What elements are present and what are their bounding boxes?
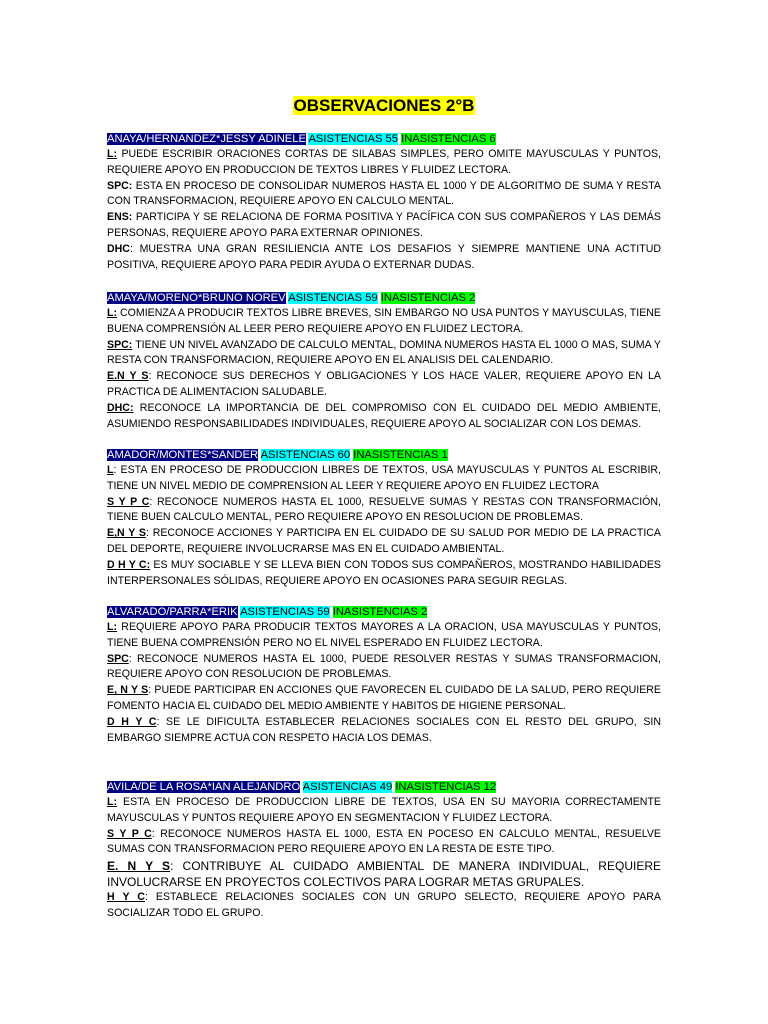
- observation-language: [107, 147, 661, 179]
- obs-label: E, N Y S: [107, 684, 149, 697]
- student-header: [107, 447, 661, 463]
- obs-text: : CONTRIBUYE AL CUIDADO AMBIENTAL DE MANERA INDIVIDUAL, REQUIERE INVOLUCRARSE EN PROYECTOS COLECTIVOS PARA LOGRAR METAS GRUPALES.: [107, 859, 661, 890]
- student-header: [107, 779, 661, 795]
- observation-community: [107, 242, 661, 274]
- observation-language: [107, 306, 661, 338]
- student-block: [107, 131, 661, 273]
- observation-math: [107, 179, 661, 211]
- observation-community: [107, 890, 661, 922]
- observation-ethics: [107, 526, 661, 558]
- obs-text: : RECONOCE NUMEROS HASTA EL 1000, RESUELVE SUMAS Y RESTAS CON TRANSFORMACIÓN, TIENE BUEN CALCULO MENTAL, PERO REQUIERE APOYO EN RESOLUCION DE PROBLEMAS.: [107, 495, 662, 524]
- obs-label: L:: [107, 621, 117, 633]
- attendance-count: ASISTENCIAS 55: [308, 133, 398, 145]
- page-title-text: OBSERVACIONES 2°B: [293, 96, 475, 115]
- obs-text: ESTA EN PROCESO DE PRODUCCION LIBRE DE TEXTOS, USA EN SU MAYORIA CORRECTAMENTE MAYUSCULAS Y PUNTOS REQUIERE APOYO EN SEGMENTACION Y FLUIDEZ LECTORA.: [107, 796, 661, 824]
- student-name: AMAYA/MORENO*BRUNO NOREV: [107, 292, 286, 304]
- obs-text: : RECONOCE NUMEROS HASTA EL 1000, ESTA EN POCESO EN CALCULO MENTAL, RESUELVE SUMAS CON TRANSFORMACION PERO REQUIERE APOYO EN LA RESTA DE ESTE TIPO.: [107, 827, 661, 856]
- obs-label: L:: [107, 796, 117, 808]
- obs-label: SPC:: [107, 338, 133, 351]
- obs-label: E.N Y S: [107, 370, 149, 383]
- absence-count: INASISTENCIAS 12: [395, 781, 497, 793]
- observation-language: [107, 463, 661, 495]
- obs-text: ESTA EN PROCESO DE CONSOLIDAR NUMEROS HASTA EL 1000 Y DE ALGORITMO DE SUMA Y RESTA CON TRANSFORMACION, REQUIERE APOYO EN CALCULO MENTAL.: [107, 179, 661, 208]
- obs-text: COMIENZA A PRODUCIR TEXTOS LIBRE BREVES, SIN EMBARGO NO USA PUNTOS Y MAYUSCULAS, TIENE BUENA COMPRENSIÓN AL LEER PERO REQUIERE APOYO EN FLUIDEZ LECTORA.: [107, 307, 661, 335]
- observation-math: [107, 652, 661, 684]
- obs-label: S Y P C: [107, 827, 152, 840]
- obs-label: E. N Y S: [107, 859, 171, 874]
- obs-text: : ESTA EN PROCESO DE PRODUCCION LIBRES DE TEXTOS, USA MAYUSCULAS Y PUNTOS AL ESCRIBIR, TIENE UN NIVEL MEDIO DE COMPRENSION AL LEER Y REQUIERE APOYO EN FLUIDEZ LECTORA: [107, 464, 661, 492]
- student-name: AMADOR/MONTES*SANDER: [107, 449, 259, 461]
- obs-label: L:: [107, 307, 117, 319]
- student-header: [107, 131, 661, 147]
- obs-text: RECONOCE LA IMPORTANCIA DE DEL COMPROMISO CON EL CUIDADO DEL MEDIO AMBIENTE, ASUMIENDO RESPONSABILIDADES INDIVIDUALES, REQUIERE APOYO AL SOCIALIZAR CON LOS DEMAS.: [107, 401, 661, 430]
- obs-label: L:: [107, 148, 117, 160]
- student-name: ANAYA/HERNANDEZ*JESSY ADINELE: [107, 133, 306, 145]
- attendance-count: ASISTENCIAS 59: [240, 606, 330, 618]
- student-header: [107, 290, 661, 306]
- observation-ethics: [107, 369, 661, 401]
- student-block: [107, 604, 661, 746]
- observation-ethics: [107, 210, 661, 242]
- obs-text: : MUESTRA UNA GRAN RESILIENCIA ANTE LOS DESAFIOS Y SIEMPRE MANTIENE UNA ACTITUD POSITIVA, REQUIERE APOYO PARA PEDIR AYUDA O EXTERNAR DUDAS.: [107, 242, 661, 271]
- obs-text: : RECONOCE ACCIONES Y PARTICIPA EN EL CUIDADO DE SU SALUD POR MEDIO DE LA PRACTICA DEL DEPORTE, REQUIERE INVOLUCRARSE MAS EN EL CUIDADO AMBIENTAL.: [107, 527, 661, 555]
- student-name: AVILA/DE LA ROSA*IAN ALEJANDRO: [107, 781, 301, 793]
- student-name: ALVARADO/PARRA*ERIK: [107, 606, 238, 618]
- observation-math: [107, 338, 661, 370]
- obs-label: D H Y C: [107, 715, 157, 728]
- observation-ethics: [107, 683, 661, 715]
- obs-text: ES MUY SOCIABLE Y SE LLEVA BIEN CON TODOS SUS COMPAÑEROS, MOSTRANDO HABILIDADES INTERPERSONALES SÓLIDAS, REQUIERE APOYO EN OCASIONES PARA SEGUIR REGLAS.: [107, 558, 661, 587]
- obs-text: : SE LE DIFICULTA ESTABLECER RELACIONES SOCIALES CON EL RESTO DEL GRUPO, SIN EMBARGO SIEMPRE ACTUA CON RESPETO HACIA LOS DEMAS.: [107, 715, 662, 744]
- attendance-count: ASISTENCIAS 60: [260, 449, 351, 461]
- obs-text: : RECONOCE NUMEROS HASTA EL 1000, PUEDE RESOLVER RESTAS Y SUMAS TRANSFORMACION, REQUIERE APOYO CON RESOLUCION DE PROBLEMAS.: [107, 652, 661, 681]
- observation-language: [107, 620, 661, 652]
- student-block: [107, 447, 661, 589]
- obs-label: L: [107, 464, 114, 476]
- absence-count: INASISTENCIAS 2: [332, 606, 428, 618]
- obs-label: H Y C: [107, 891, 145, 904]
- obs-label: SPC: [107, 652, 129, 665]
- absence-count: INASISTENCIAS 6: [401, 133, 496, 145]
- obs-text: : PUEDE PARTICIPAR EN ACCIONES QUE FAVORECEN EL CUIDADO DE LA SALUD, PERO REQUIERE FOMENTO HACIA EL CUIDADO DEL MEDIO AMBIENTE Y HABITOS DE HIGIENE PERSONAL.: [107, 684, 661, 712]
- observation-ethics: [107, 858, 661, 890]
- student-block: [107, 779, 661, 922]
- observation-community: [107, 558, 661, 590]
- observation-math: [107, 827, 661, 859]
- obs-label: DHC:: [107, 401, 134, 414]
- absence-count: INASISTENCIAS 2: [380, 292, 476, 304]
- attendance-count: ASISTENCIAS 59: [288, 292, 378, 304]
- attendance-count: ASISTENCIAS 49: [302, 781, 393, 793]
- observation-community: [107, 715, 661, 747]
- student-block: [107, 290, 661, 432]
- obs-text: : RECONOCE SUS DERECHOS Y OBLIGACIONES Y LOS HACE VALER, REQUIERE APOYO EN LA PRACTICA DE ALIMENTACION SALUDABLE.: [107, 370, 661, 398]
- observation-community: [107, 401, 661, 433]
- obs-label: D H Y C:: [107, 558, 151, 571]
- observation-math: [107, 495, 661, 527]
- obs-label: ENS:: [107, 211, 133, 224]
- obs-text: : ESTABLECE RELACIONES SOCIALES CON UN GRUPO SELECTO, REQUIERE APOYO PARA SOCIALIZAR TODO EL GRUPO.: [107, 891, 661, 919]
- obs-label: DHC: [107, 242, 130, 255]
- obs-text: TIENE UN NIVEL AVANZADO DE CALCULO MENTAL, DOMINA NUMEROS HASTA EL 1000 O MAS, SUMA Y RESTA CON TRANSFORMACION, REQUIERE APOYO EN EL ANALISIS DEL CALENDARIO.: [107, 338, 661, 367]
- obs-text: REQUIERE APOYO PARA PRODUCIR TEXTOS MAYORES A LA ORACION, USA MAYUSCULAS Y PUNTOS, TIENE BUENA COMPRENSIÓN PERO NO EL NIVEL ESPERADO EN FLUIDEZ LECTORA.: [107, 621, 661, 649]
- obs-text: PARTICIPA Y SE RELACIONA DE FORMA POSITIVA Y PACÍFICA CON SUS COMPAÑEROS Y LAS DEMÁS PERSONAS, REQUIERE APOYO PARA EXTERNAR OPINIONES.: [107, 211, 661, 239]
- obs-label: SPC:: [107, 179, 133, 192]
- student-header: [107, 604, 661, 620]
- observation-language: [107, 795, 661, 827]
- page-title: [0, 96, 768, 116]
- obs-text: PUEDE ESCRIBIR ORACIONES CORTAS DE SILABAS SIMPLES, PERO OMITE MAYUSCULAS Y PUNTOS, REQUIERE APOYO EN PRODUCCION DE TEXTOS LIBRES Y FLUIDEZ LECTORA.: [107, 148, 661, 176]
- obs-label: S Y P C: [107, 495, 150, 508]
- obs-label: E,N Y S: [107, 527, 146, 540]
- absence-count: INASISTENCIAS 1: [353, 449, 448, 461]
